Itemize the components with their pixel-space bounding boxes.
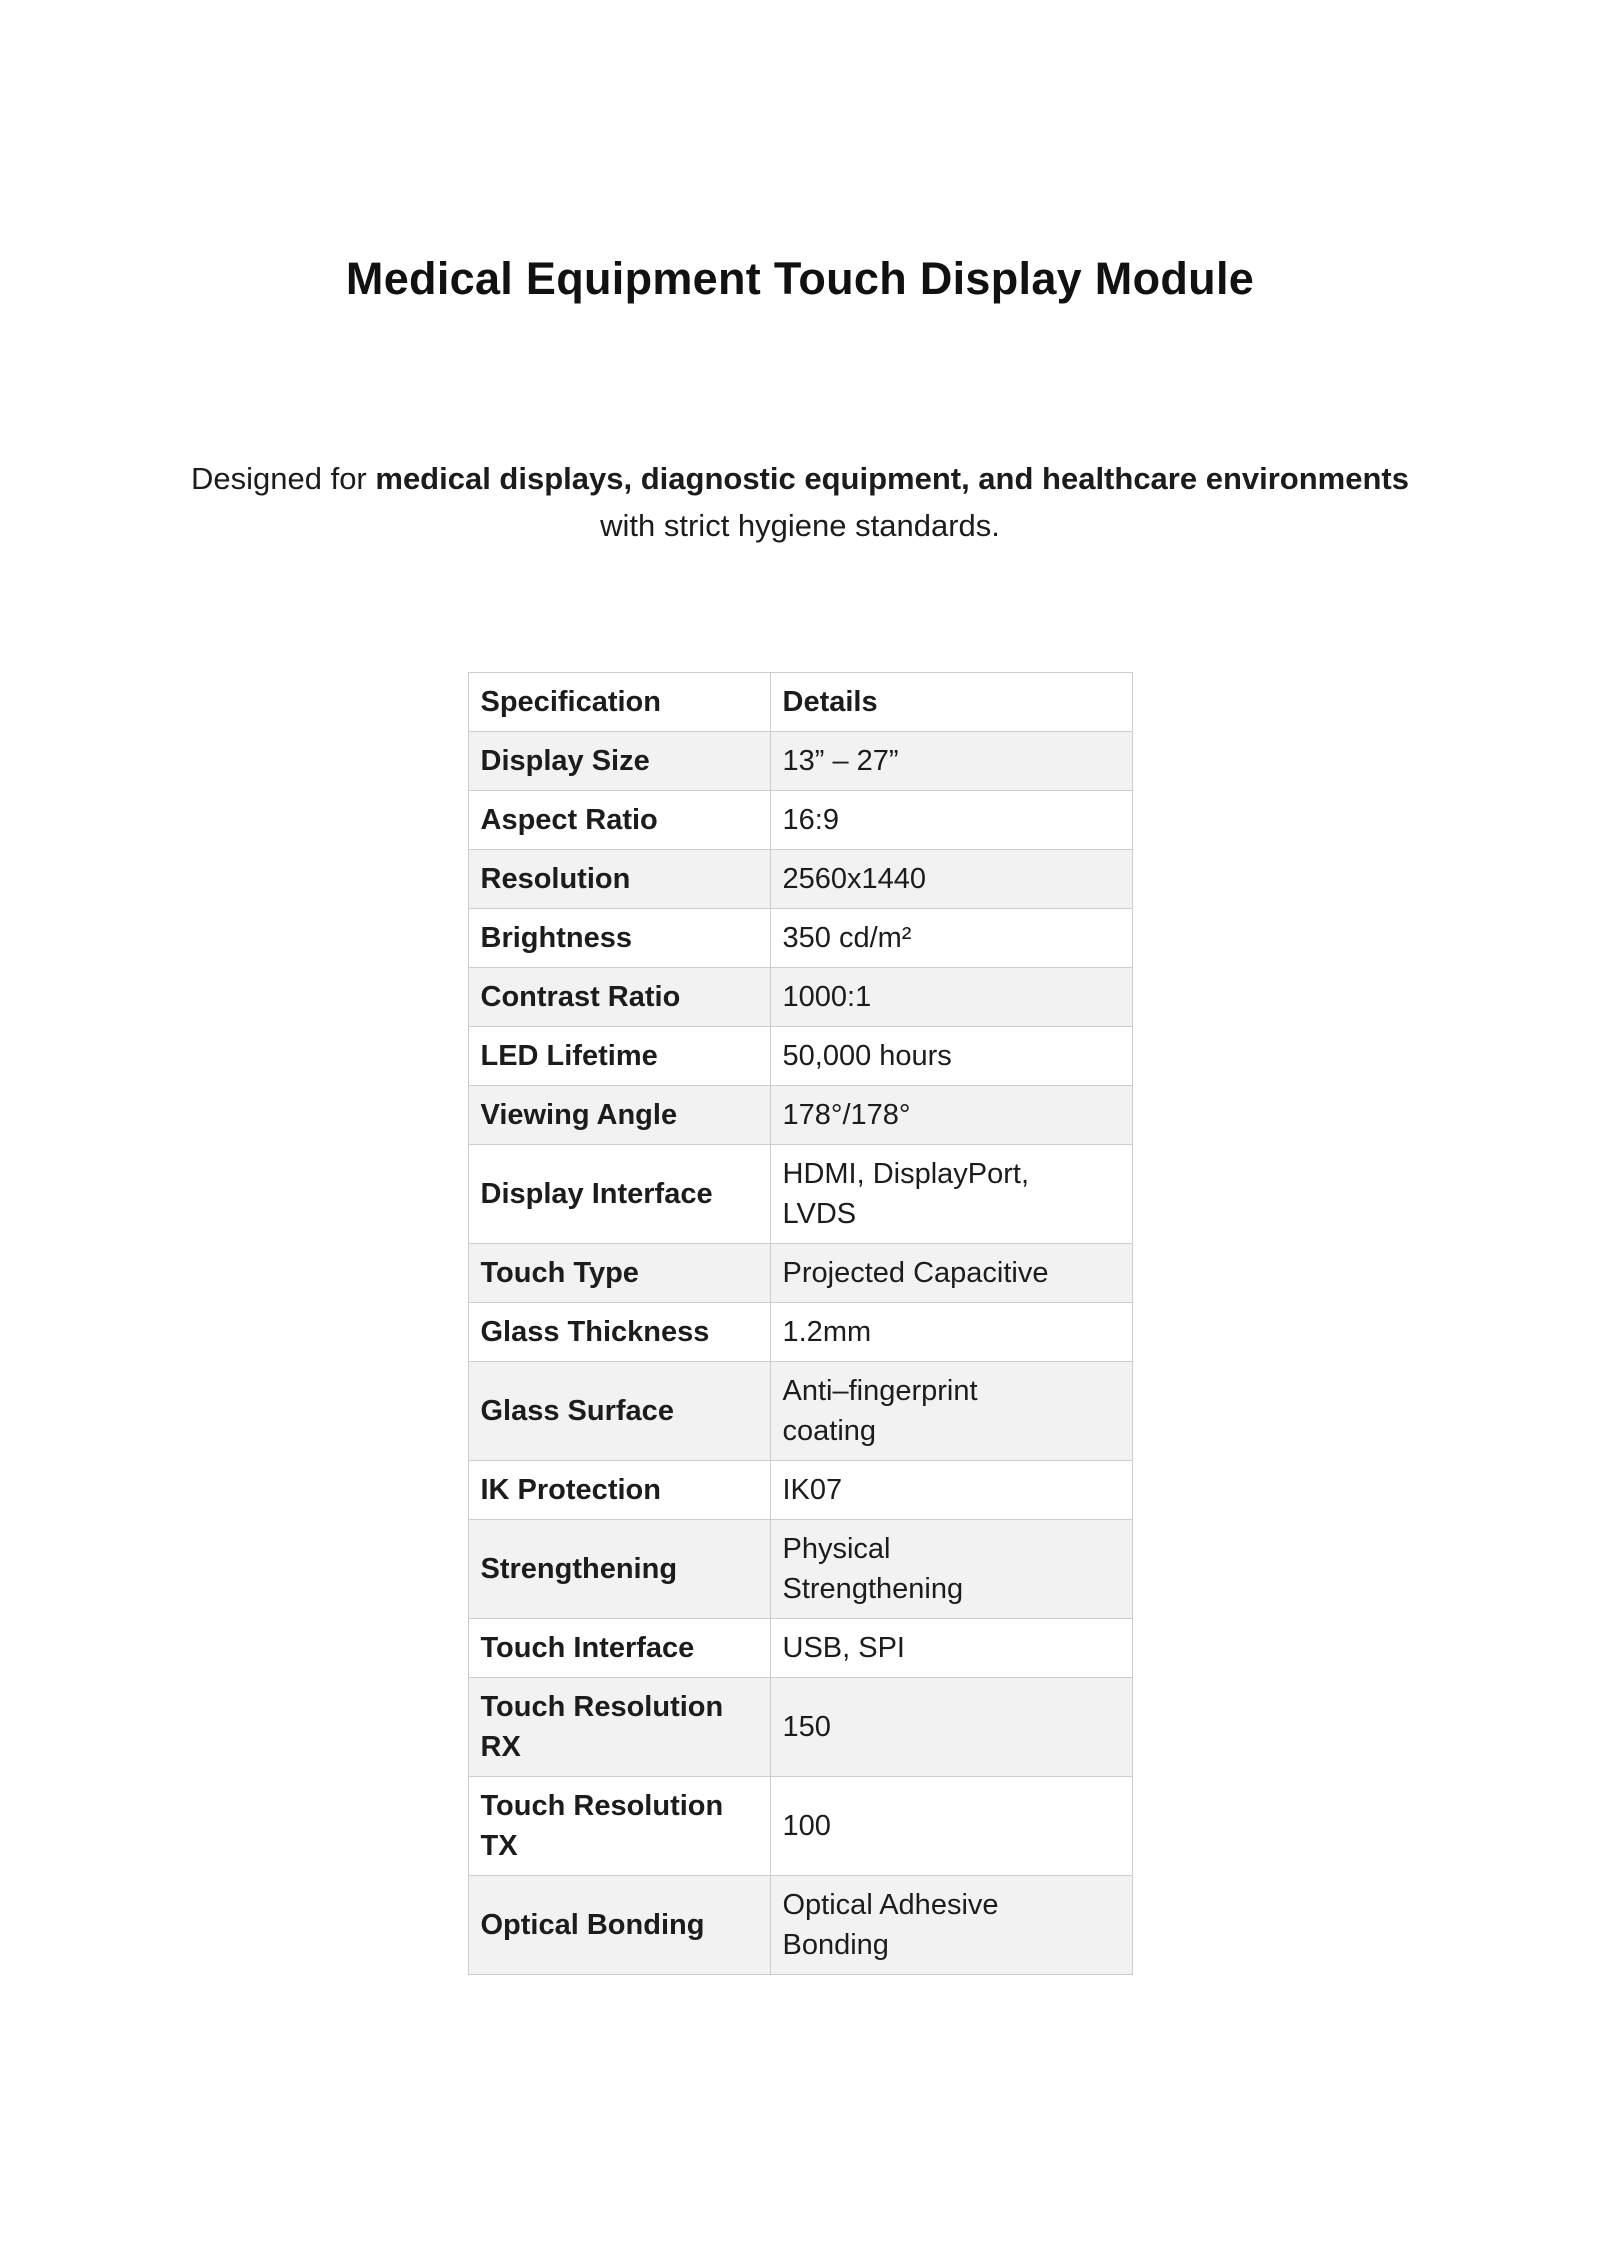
table-row (468, 1876, 1132, 1975)
table-header-row (468, 673, 1132, 732)
spec-value-cell: 1000:1 (770, 968, 1132, 1027)
spec-value-cell: 150 (770, 1678, 1132, 1777)
spec-value-cell: 350 cd/m² (770, 909, 1132, 968)
spec-value-cell: IK07 (770, 1461, 1132, 1520)
spec-name-cell: Glass Surface (468, 1362, 770, 1461)
spec-value-cell: Physical Strengthening (770, 1520, 1132, 1619)
details-column-header: Details (770, 673, 1132, 732)
table-row (468, 850, 1132, 909)
spec-value-cell: 1.2mm (770, 1303, 1132, 1362)
spec-value-cell: 100 (770, 1777, 1132, 1876)
spec-name-cell: Touch Type (468, 1244, 770, 1303)
spec-value-cell: 2560x1440 (770, 850, 1132, 909)
intro-text-suffix: with strict hygiene standards. (600, 508, 1000, 544)
table-row (468, 1303, 1132, 1362)
table-row (468, 909, 1132, 968)
intro-text-bold: medical displays, diagnostic equipment, and healthcare environments (375, 461, 1409, 496)
spec-value-cell: 178°/178° (770, 1086, 1132, 1145)
table-row (468, 968, 1132, 1027)
spec-value-cell: USB, SPI (770, 1619, 1132, 1678)
spec-value-cell: HDMI, DisplayPort, LVDS (770, 1145, 1132, 1244)
table-row (468, 1777, 1132, 1876)
spec-value-cell: Projected Capacitive (770, 1244, 1132, 1303)
spec-name-cell: Touch Resolution RX (468, 1678, 770, 1777)
spec-value-cell: Anti–fingerprint coating (770, 1362, 1132, 1461)
intro-paragraph (183, 455, 1418, 549)
intro-text-prefix: Designed for (190, 461, 376, 496)
spec-column-header: Specification (468, 673, 770, 732)
spec-table-body (468, 732, 1132, 1975)
spec-name-cell: Touch Resolution TX (468, 1777, 770, 1876)
spec-name-cell: Display Size (468, 732, 770, 791)
table-row (468, 791, 1132, 850)
spec-table (468, 672, 1133, 1975)
table-row (468, 1244, 1132, 1303)
table-row (468, 1619, 1132, 1678)
table-row (468, 1086, 1132, 1145)
spec-name-cell: IK Protection (468, 1461, 770, 1520)
spec-name-cell: Strengthening (468, 1520, 770, 1619)
table-row (468, 1027, 1132, 1086)
spec-name-cell: Contrast Ratio (468, 968, 770, 1027)
table-row (468, 1145, 1132, 1244)
table-row (468, 1520, 1132, 1619)
spec-name-cell: Aspect Ratio (468, 791, 770, 850)
spec-name-cell: Viewing Angle (468, 1086, 770, 1145)
spec-name-cell: Display Interface (468, 1145, 770, 1244)
spec-name-cell: Glass Thickness (468, 1303, 770, 1362)
spec-value-cell: Optical Adhesive Bonding (770, 1876, 1132, 1975)
table-row (468, 1362, 1132, 1461)
page-title: Medical Equipment Touch Display Module (345, 253, 1255, 304)
spec-value-cell: 50,000 hours (770, 1027, 1132, 1086)
spec-value-cell: 16:9 (770, 791, 1132, 850)
table-row (468, 1678, 1132, 1777)
spec-value-cell: 13” – 27” (770, 732, 1132, 791)
table-row (468, 1461, 1132, 1520)
spec-name-cell: Brightness (468, 909, 770, 968)
spec-name-cell: Resolution (468, 850, 770, 909)
spec-name-cell: Touch Interface (468, 1619, 770, 1678)
spec-name-cell: Optical Bonding (468, 1876, 770, 1975)
spec-name-cell: LED Lifetime (468, 1027, 770, 1086)
table-row (468, 732, 1132, 791)
